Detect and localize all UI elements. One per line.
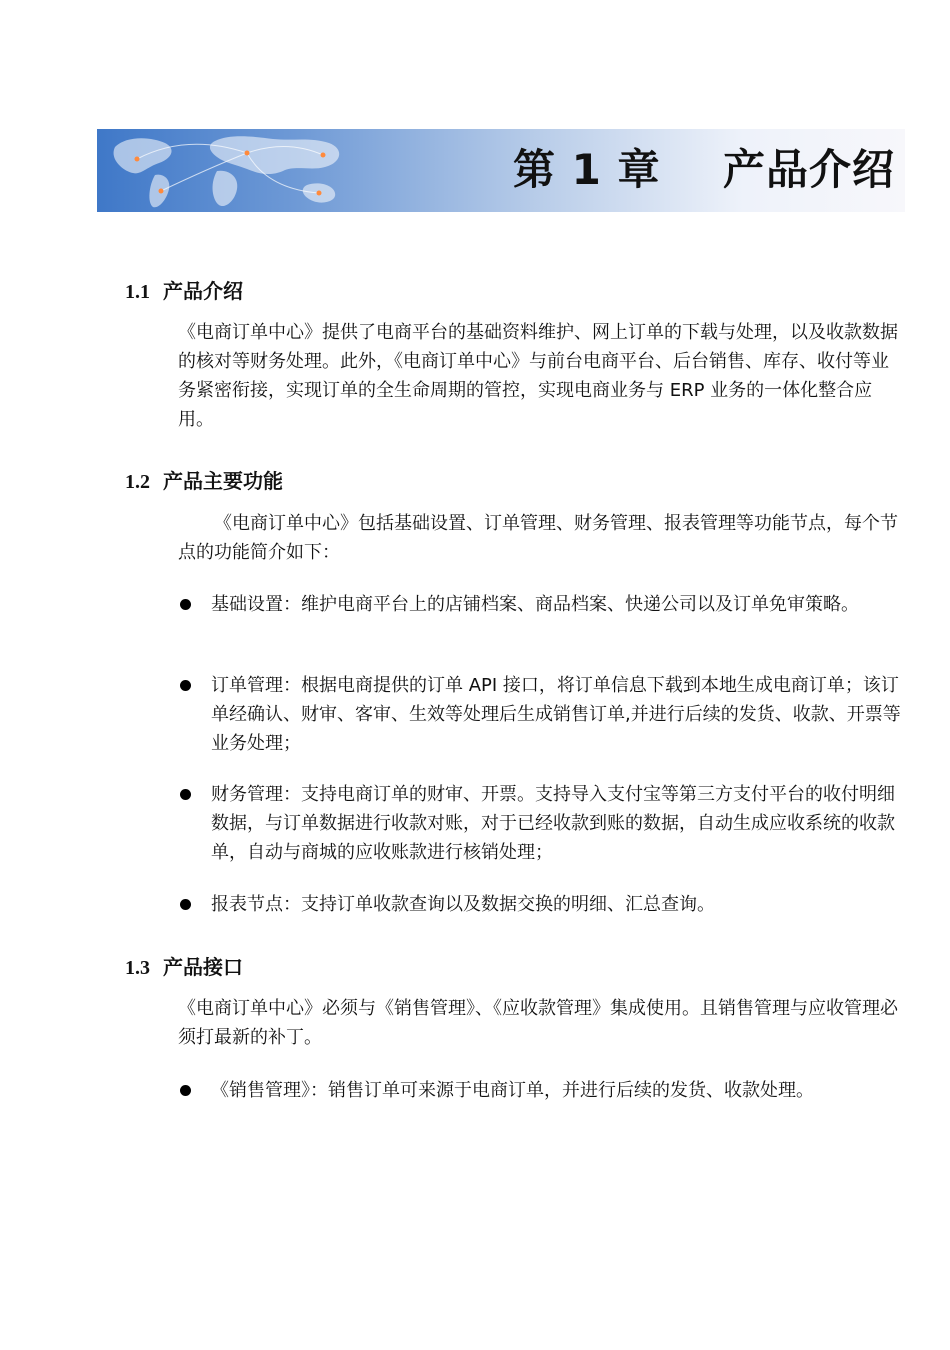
chapter-banner xyxy=(97,129,905,212)
bullet-icon xyxy=(180,1085,191,1096)
paragraph: 《电商订单中心》包括基础设置、订单管理、财务管理、报表管理等功能节点，每个节点的功能简介如下： xyxy=(178,513,898,563)
list-item xyxy=(178,780,906,867)
bullet-icon xyxy=(180,599,191,610)
list-item-text: 报表节点：支持订单收款查询以及数据交换的明细、汇总查询。 xyxy=(211,894,715,915)
section-title: 产品主要功能 xyxy=(163,469,283,493)
chapter-title: 第 1 章 产品介绍 xyxy=(513,145,895,194)
bullet-icon xyxy=(180,899,191,910)
section-number: 1.1 xyxy=(125,281,150,303)
section-heading xyxy=(125,468,283,495)
list-item xyxy=(178,590,906,619)
paragraph: 《电商订单中心》必须与《销售管理》、《应收款管理》集成使用。且销售管理与应收管理必须打最新的补丁。 xyxy=(178,998,898,1048)
world-map-graphic xyxy=(97,129,517,212)
section-number: 1.3 xyxy=(125,957,150,979)
section-heading xyxy=(125,954,243,981)
section-heading xyxy=(125,278,243,305)
list-item xyxy=(178,1076,906,1105)
paragraph: 《电商订单中心》提供了电商平台的基础资料维护、网上订单的下载与处理，以及收款数据的核对等财务处理。此外，《电商订单中心》与前台电商平台、后台销售、库存、收付等业务紧密衔接，实现订单的全生命周期的管控，实现电商业务与 ERP 业务的一体化整合应用。 xyxy=(178,322,898,430)
bullet-icon xyxy=(180,680,191,691)
section-number: 1.2 xyxy=(125,471,150,493)
list-item-text: 《销售管理》：销售订单可来源于电商订单，并进行后续的发货、收款处理。 xyxy=(211,1080,814,1101)
list-item-text: 基础设置：维护电商平台上的店铺档案、商品档案、快递公司以及订单免审策略。 xyxy=(211,594,859,615)
list-item xyxy=(178,890,906,919)
section-title: 产品接口 xyxy=(163,955,243,979)
list-item xyxy=(178,671,906,758)
list-item-text: 订单管理：根据电商提供的订单 API 接口，将订单信息下载到本地生成电商订单；该订单经确认、财审、客审、生效等处理后生成销售订单,并进行后续的发货、收款、开票等业务处理； xyxy=(211,675,901,754)
section-title: 产品介绍 xyxy=(163,279,243,303)
bullet-icon xyxy=(180,789,191,800)
list-item-text: 财务管理：支持电商订单的财审、开票。支持导入支付宝等第三方支付平台的收付明细数据，与订单数据进行收款对账，对于已经收款到账的数据，自动生成应收系统的收款单，自动与商城的应收账款进行核销处理； xyxy=(211,784,895,863)
